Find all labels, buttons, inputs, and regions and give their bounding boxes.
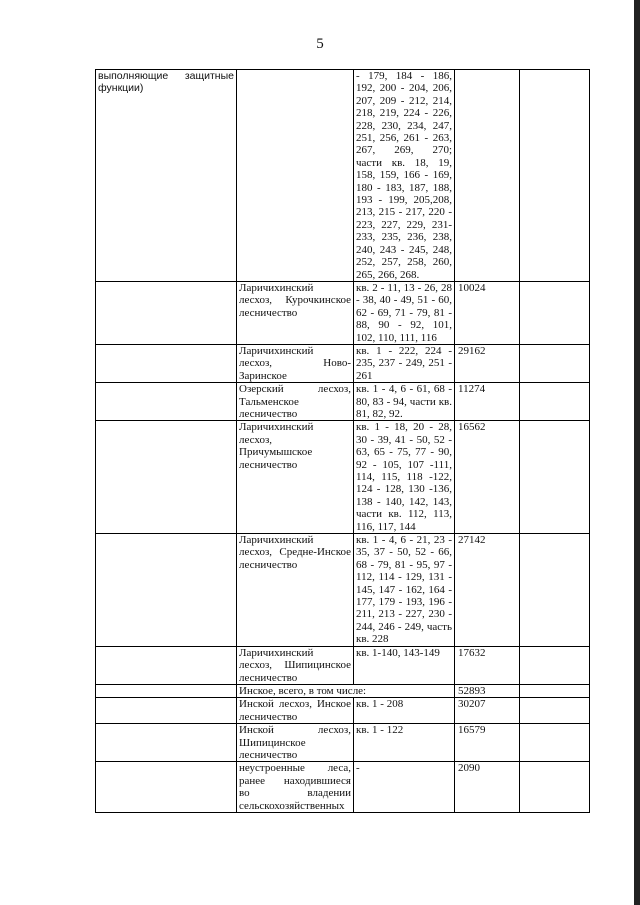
table-row [96, 344, 590, 382]
quarters-cell-line: 68 - 79, 81 - 95, 97 - [356, 558, 452, 571]
forest-cell-line: лесничество [239, 748, 298, 761]
forest-cell-line: лесничество [239, 306, 298, 319]
area-cell: 11274 [455, 383, 520, 421]
quarters-cell-line: кв. 1 - 122 [356, 724, 404, 737]
area-cell [455, 70, 520, 282]
empty-cell [520, 698, 590, 724]
empty-cell [520, 762, 590, 813]
quarters-cell-line: 35, 37 - 50, 52 - 66, [356, 546, 452, 559]
area-cell: 52893 [455, 684, 520, 697]
forest-cell-line: лесхоз, Ново- [239, 357, 351, 370]
forest-cell-line: лесничество [239, 710, 298, 723]
table-row [96, 684, 590, 697]
forest-cell-line: лесничество [239, 407, 298, 420]
forest-cell [237, 421, 354, 534]
forest-cell [237, 534, 354, 647]
empty-cell [96, 684, 237, 697]
empty-cell [96, 344, 237, 382]
quarters-cell-line: части кв. 18, 19, [356, 156, 452, 169]
quarters-cell-line: 145, 147 - 162, 164 - [356, 583, 452, 596]
quarters-cell [354, 762, 455, 813]
quarters-cell-line: - [356, 762, 360, 775]
forest-cell-line: Причумышское [239, 446, 313, 459]
empty-cell [520, 724, 590, 762]
empty-cell [520, 383, 590, 421]
forest-cell [237, 383, 354, 421]
quarters-cell-line: части кв. 112, 113, [356, 508, 452, 521]
quarters-cell-line: кв. 1 - 222, 224 - [356, 344, 452, 357]
quarters-cell [354, 383, 455, 421]
area-cell: 2090 [455, 762, 520, 813]
forest-cell-line: Ларичихинский [239, 646, 314, 659]
quarters-cell-line: 244, 246 - 249, часть [356, 620, 452, 633]
forest-cell-line: Ларичихинский [239, 421, 314, 434]
page-number: 5 [316, 36, 324, 52]
quarters-cell [354, 70, 455, 282]
empty-cell [96, 281, 237, 344]
quarters-cell-line: кв. 1 - 208 [356, 698, 404, 711]
quarters-cell [354, 534, 455, 647]
quarters-cell [354, 281, 455, 344]
quarters-cell [354, 724, 455, 762]
empty-cell [520, 684, 590, 697]
quarters-cell-line: 233, 235, 236, 238, [356, 231, 452, 244]
forest-table [95, 69, 590, 813]
quarters-cell-line: 177, 179 - 193, 196 - [356, 596, 452, 609]
purpose-cell-line: выполняющие защитные [98, 70, 234, 82]
quarters-cell-line: кв. 1 - 18, 20 - 28, [356, 421, 452, 434]
quarters-cell-line: 265, 266, 268. [356, 268, 420, 281]
quarters-cell [354, 344, 455, 382]
area-cell: 27142 [455, 534, 520, 647]
quarters-cell-line: 218, 219, 224 - 226, [356, 107, 452, 120]
quarters-cell-line: кв. 1 - 4, 6 - 21, 23 - [356, 534, 452, 547]
quarters-cell-line: 240, 243 - 245, 248, [356, 243, 452, 256]
forest-cell [237, 344, 354, 382]
forest-cell-line: Шипицинское [239, 736, 306, 749]
table-row [96, 534, 590, 647]
quarters-cell-line: 92 - 105, 107 -111, [356, 458, 452, 471]
forest-cell-line: Ларичихинский [239, 281, 314, 294]
area-cell: 30207 [455, 698, 520, 724]
forest-cell-line: сельскохозяйственных [239, 799, 345, 812]
quarters-cell-line: 112, 114 - 129, 131 - [356, 571, 452, 584]
quarters-cell [354, 646, 455, 684]
empty-cell [96, 421, 237, 534]
purpose-cell-line: функции) [98, 82, 144, 95]
quarters-cell [354, 698, 455, 724]
forest-cell-line: Заринское [239, 369, 287, 382]
forest-cell [237, 724, 354, 762]
forest-cell-line: лесхоз, [239, 433, 273, 446]
forest-cell-line: ранее находившиеся [239, 774, 351, 787]
forest-cell-line: лесничество [239, 558, 298, 571]
forest-cell [237, 762, 354, 813]
total-label-cell: Инское, всего, в том числе: [237, 684, 455, 697]
quarters-cell-line: 102, 110, 111, 116 [356, 331, 437, 344]
quarters-cell-line: 88, 90 - 92, 101, [356, 319, 452, 332]
quarters-cell-line: 30 - 39, 41 - 50, 52 - [356, 433, 452, 446]
empty-cell [520, 344, 590, 382]
forest-cell [237, 70, 354, 282]
area-cell: 29162 [455, 344, 520, 382]
table-row [96, 762, 590, 813]
empty-cell [520, 646, 590, 684]
quarters-cell-line: 192, 200 - 204, 206, [356, 82, 452, 95]
forest-cell-line: лесхоз, Шипицинское [239, 659, 351, 672]
empty-cell [520, 534, 590, 647]
table-row [96, 698, 590, 724]
forest-cell-line: лесничество [239, 458, 298, 471]
quarters-cell [354, 421, 455, 534]
quarters-cell-line: 158, 159, 166 - 169, [356, 169, 452, 182]
quarters-cell-line: кв. 1-140, 143-149 [356, 646, 440, 659]
quarters-cell-line: 80, 83 - 94, части кв. [356, 395, 452, 408]
empty-cell [96, 383, 237, 421]
empty-cell [520, 421, 590, 534]
quarters-cell-line: 235, 237 - 249, 251 - [356, 357, 452, 370]
empty-cell [96, 646, 237, 684]
quarters-cell-line: - 38, 40 - 49, 51 - 60, [356, 294, 452, 307]
forest-cell-line: Озерский лесхоз, [239, 383, 351, 396]
forest-cell [237, 698, 354, 724]
quarters-cell-line: кв. 2 - 11, 13 - 26, 28 [356, 281, 452, 294]
empty-cell [96, 724, 237, 762]
quarters-cell-line: 124 - 128, 130 -136, [356, 483, 452, 496]
quarters-cell-line: 114, 115, 118 -122, [356, 471, 452, 483]
area-cell: 10024 [455, 281, 520, 344]
table-row [96, 281, 590, 344]
quarters-cell-line: 213, 215 - 217, 220 - [356, 206, 452, 219]
forest-cell-line: Инской лесхоз, [239, 724, 351, 737]
quarters-cell-line: 252, 257, 258, 260, [356, 256, 452, 269]
area-cell: 16562 [455, 421, 520, 534]
table-row [96, 383, 590, 421]
quarters-cell-line: 207, 209 - 212, 214, [356, 94, 452, 107]
quarters-cell-line: 267, 269, 270; [356, 144, 452, 157]
quarters-cell-line: 251, 256, 261 - 263, [356, 132, 452, 145]
empty-cell [520, 281, 590, 344]
table-row [96, 70, 590, 282]
empty-cell [96, 534, 237, 647]
forest-cell-line: лесхоз, Средне-Инское [239, 546, 351, 559]
scan-edge [634, 0, 640, 905]
quarters-cell-line: 63, 65 - 75, 77 - 90, [356, 446, 452, 459]
forest-cell-line: Ларичихинский [239, 344, 314, 357]
forest-cell [237, 281, 354, 344]
forest-cell [237, 646, 354, 684]
forest-cell-line: неустроенные леса, [239, 762, 351, 775]
forest-cell-line: лесхоз, Курочкинское [239, 294, 351, 307]
area-cell: 17632 [455, 646, 520, 684]
quarters-cell-line: 228, 230, 234, 247, [356, 119, 452, 132]
empty-cell [96, 762, 237, 813]
quarters-cell-line: 211, 213 - 227, 230 - [356, 608, 452, 621]
table-row [96, 646, 590, 684]
quarters-cell-line: 223, 227, 229, 231- [356, 218, 452, 231]
quarters-cell-line: 81, 82, 92. [356, 407, 403, 420]
forest-cell-line: Инской лесхоз, Инское [239, 698, 351, 711]
purpose-cell [96, 70, 237, 282]
table-row [96, 724, 590, 762]
table-row [96, 421, 590, 534]
forest-cell-line: во владении [239, 787, 351, 800]
quarters-cell-line: 193 - 199, 205,208, [356, 194, 452, 207]
quarters-cell-line: 62 - 69, 71 - 79, 81 - [356, 306, 452, 319]
empty-cell [520, 70, 590, 282]
forest-cell-line: Ларичихинский [239, 534, 314, 547]
quarters-cell-line: кв. 228 [356, 633, 389, 646]
quarters-cell-line: 180 - 183, 187, 188, [356, 181, 452, 194]
quarters-cell-line: кв. 1 - 4, 6 - 61, 68 - [356, 383, 452, 396]
forest-cell-line: Тальменское [239, 395, 299, 408]
quarters-cell-line: 138 - 140, 142, 143, [356, 495, 452, 508]
forest-cell-line: лесничество [239, 671, 298, 684]
quarters-cell-line: 261 [356, 369, 373, 382]
empty-cell [96, 698, 237, 724]
quarters-cell-line: - 179, 184 - 186, [356, 70, 452, 82]
quarters-cell-line: 116, 117, 144 [356, 520, 416, 533]
area-cell: 16579 [455, 724, 520, 762]
